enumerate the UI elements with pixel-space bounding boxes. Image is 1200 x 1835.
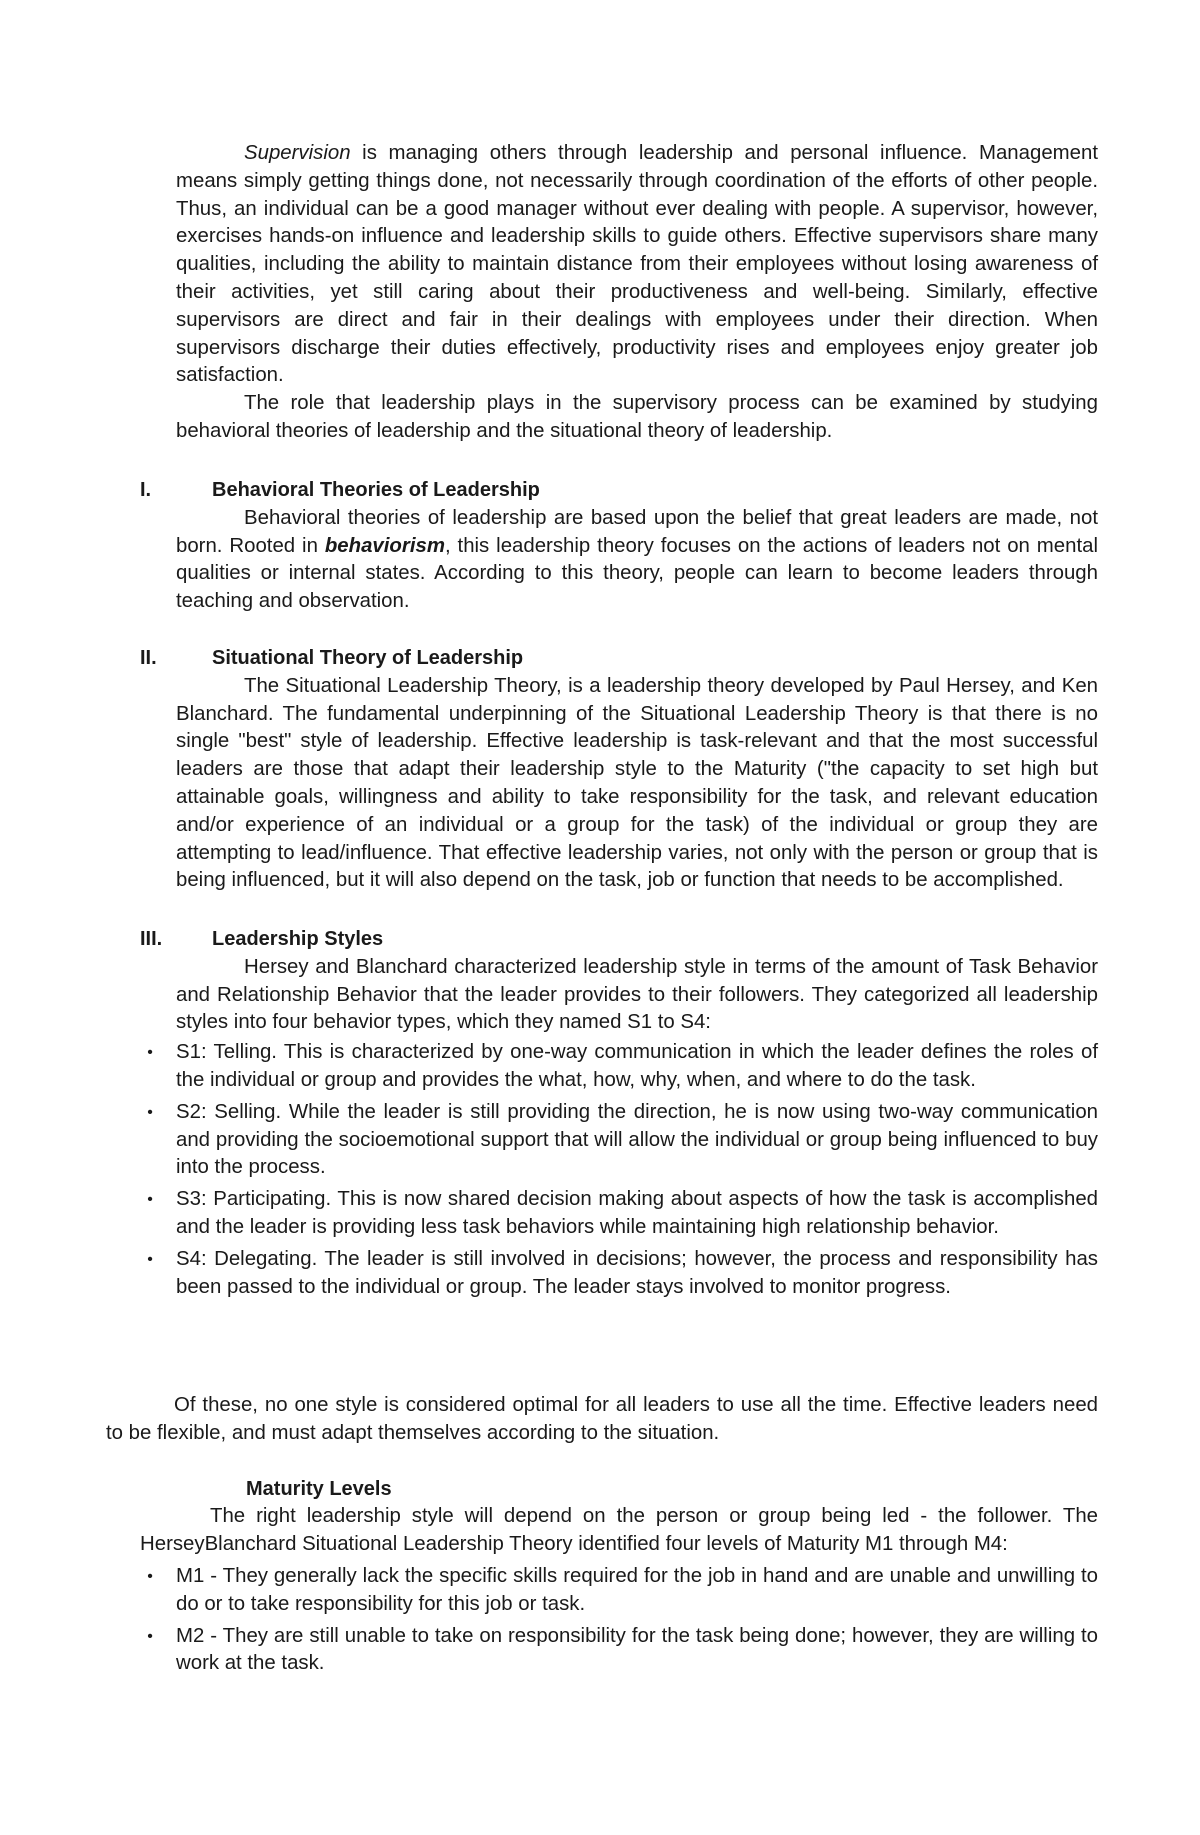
behaviorism-term: behaviorism bbox=[324, 534, 445, 557]
intro-paragraph-2: The role that leadership plays in the supervisory process can be examined by studying behavioral theories of leadership and the situational theory of leadership. bbox=[176, 392, 1098, 442]
section-maturity bbox=[176, 1476, 1098, 1504]
situational-paragraph: The Situational Leadership Theory, is a leadership theory developed by Paul Hersey, and Ken Blanchard. The fundamental underpinning of the Situational Leadership Theory is that there is no single "best" style of leadership. Effective leadership is task-relevant and that the most successful leaders are those that adapt their leadership style to the Maturity ("the capacity to set high but attainable goals, willingness and ability to take responsibility for the task, and relevant education and/or experience of an individual or a group for the task) of the individual or group they are attempting to lead/influence. That effective leadership varies, not only with the person or group that is being influenced, but it will also depend on the task, job or function that needs to be accomplished. bbox=[176, 674, 1098, 892]
list-item: • M1 - They generally lack the specific skills required for the job in hand and are unable and unwilling to do or to take responsibility for this job or task. bbox=[176, 1563, 1098, 1619]
styles-list bbox=[147, 1039, 1098, 1301]
section-heading-situational bbox=[140, 645, 1098, 673]
bullet-icon: • bbox=[147, 1044, 153, 1062]
supervision-term: Supervision bbox=[244, 142, 351, 164]
behavioral-paragraph bbox=[176, 505, 1098, 616]
section-number: III. bbox=[140, 928, 163, 950]
section-heading-styles bbox=[140, 926, 1098, 954]
behavioral-text-b: , this leadership theory focuses on the actions of leaders not on mental qualities or internal states. According to this theory, people can learn to become leaders through teaching and observation. bbox=[176, 534, 1098, 613]
bullet-icon: • bbox=[147, 1250, 153, 1268]
bullet-icon: • bbox=[147, 1191, 153, 1209]
intro-paragraph-1-text: is managing others through leadership and personal influence. Management means simply getting things done, not necessarily through coordination of the efforts of other people. Thus, an individual can be a good manager without ever dealing with people. A supervisor, however, exercises hands-on influence and leadership skills to guide others. Effective supervisors share many qualities, including the ability to maintain distance from their employees without losing awareness of their activities, yet still caring about their productiveness and well-being. Similarly, effective supervisors are direct and fair in their dealings with employees under their direction. When supervisors discharge their duties effectively, productivity rises and employees enjoy greater job satisfaction. bbox=[176, 142, 1098, 387]
section-title: Situational Theory of Leadership bbox=[212, 647, 524, 669]
styles-conclusion: Of these, no one style is considered optimal for all leaders to use all the time. Effective leaders need to be flexible, and must adapt themselves according to the situation. bbox=[106, 1394, 1098, 1444]
maturity-paragraph: The right leadership style will depend on the person or group being led - the follower. The HerseyBlanchard Situational Leadership Theory identified four levels of Maturity M1 through M4: bbox=[140, 1505, 1098, 1555]
maturity-text-block bbox=[140, 1503, 1098, 1559]
bullet-icon: • bbox=[147, 1568, 153, 1585]
bullet-icon: • bbox=[147, 1103, 153, 1121]
section-situational bbox=[140, 645, 1098, 895]
intro-block bbox=[176, 140, 1098, 446]
styles-conclusion-block bbox=[106, 1392, 1098, 1448]
maturity-list bbox=[147, 1563, 1098, 1678]
section-title: Behavioral Theories of Leadership bbox=[212, 479, 540, 501]
maturity-title: Maturity Levels bbox=[246, 1478, 392, 1500]
list-item: • S3: Participating. This is now shared decision making about aspects of how the task is accomplished and the leader is providing less task behaviors while maintaining high relationship behavior. bbox=[176, 1186, 1098, 1242]
section-number: I. bbox=[140, 479, 152, 501]
section-leadership-styles bbox=[140, 926, 1098, 1305]
section-behavioral bbox=[140, 477, 1098, 616]
behavioral-text-a: Behavioral theories of leadership are based upon the belief that great leaders are made, not born. Rooted in bbox=[176, 506, 1098, 557]
maturity-list-block bbox=[147, 1563, 1098, 1682]
intro-paragraph-1 bbox=[176, 140, 1098, 390]
list-item: • M2 - They are still unable to take on responsibility for the task being done; however, they are willing to work at the task. bbox=[176, 1623, 1098, 1679]
list-item: • S1: Telling. This is characterized by one-way communication in which the leader defines the roles of the individual or group and provides the what, how, why, when, and where to do the task. bbox=[176, 1039, 1098, 1095]
section-heading-behavioral bbox=[140, 477, 1098, 505]
styles-paragraph: Hersey and Blanchard characterized leadership style in terms of the amount of Task Behavior and Relationship Behavior that the leader provides to their followers. They categorized all leadership styles into four behavior types, which they named S1 to S4: bbox=[176, 955, 1098, 1034]
list-item: • S4: Delegating. The leader is still involved in decisions; however, the process and responsibility has been passed to the individual or group. The leader stays involved to monitor progress. bbox=[176, 1246, 1098, 1302]
list-item: • S2: Selling. While the leader is still providing the direction, he is now using two-way communication and providing the socioemotional support that will allow the individual or group being influenced to buy into the process. bbox=[176, 1099, 1098, 1182]
section-number: II. bbox=[140, 647, 157, 669]
maturity-heading bbox=[176, 1476, 1098, 1504]
section-title: Leadership Styles bbox=[212, 928, 384, 950]
bullet-icon: • bbox=[147, 1627, 153, 1645]
